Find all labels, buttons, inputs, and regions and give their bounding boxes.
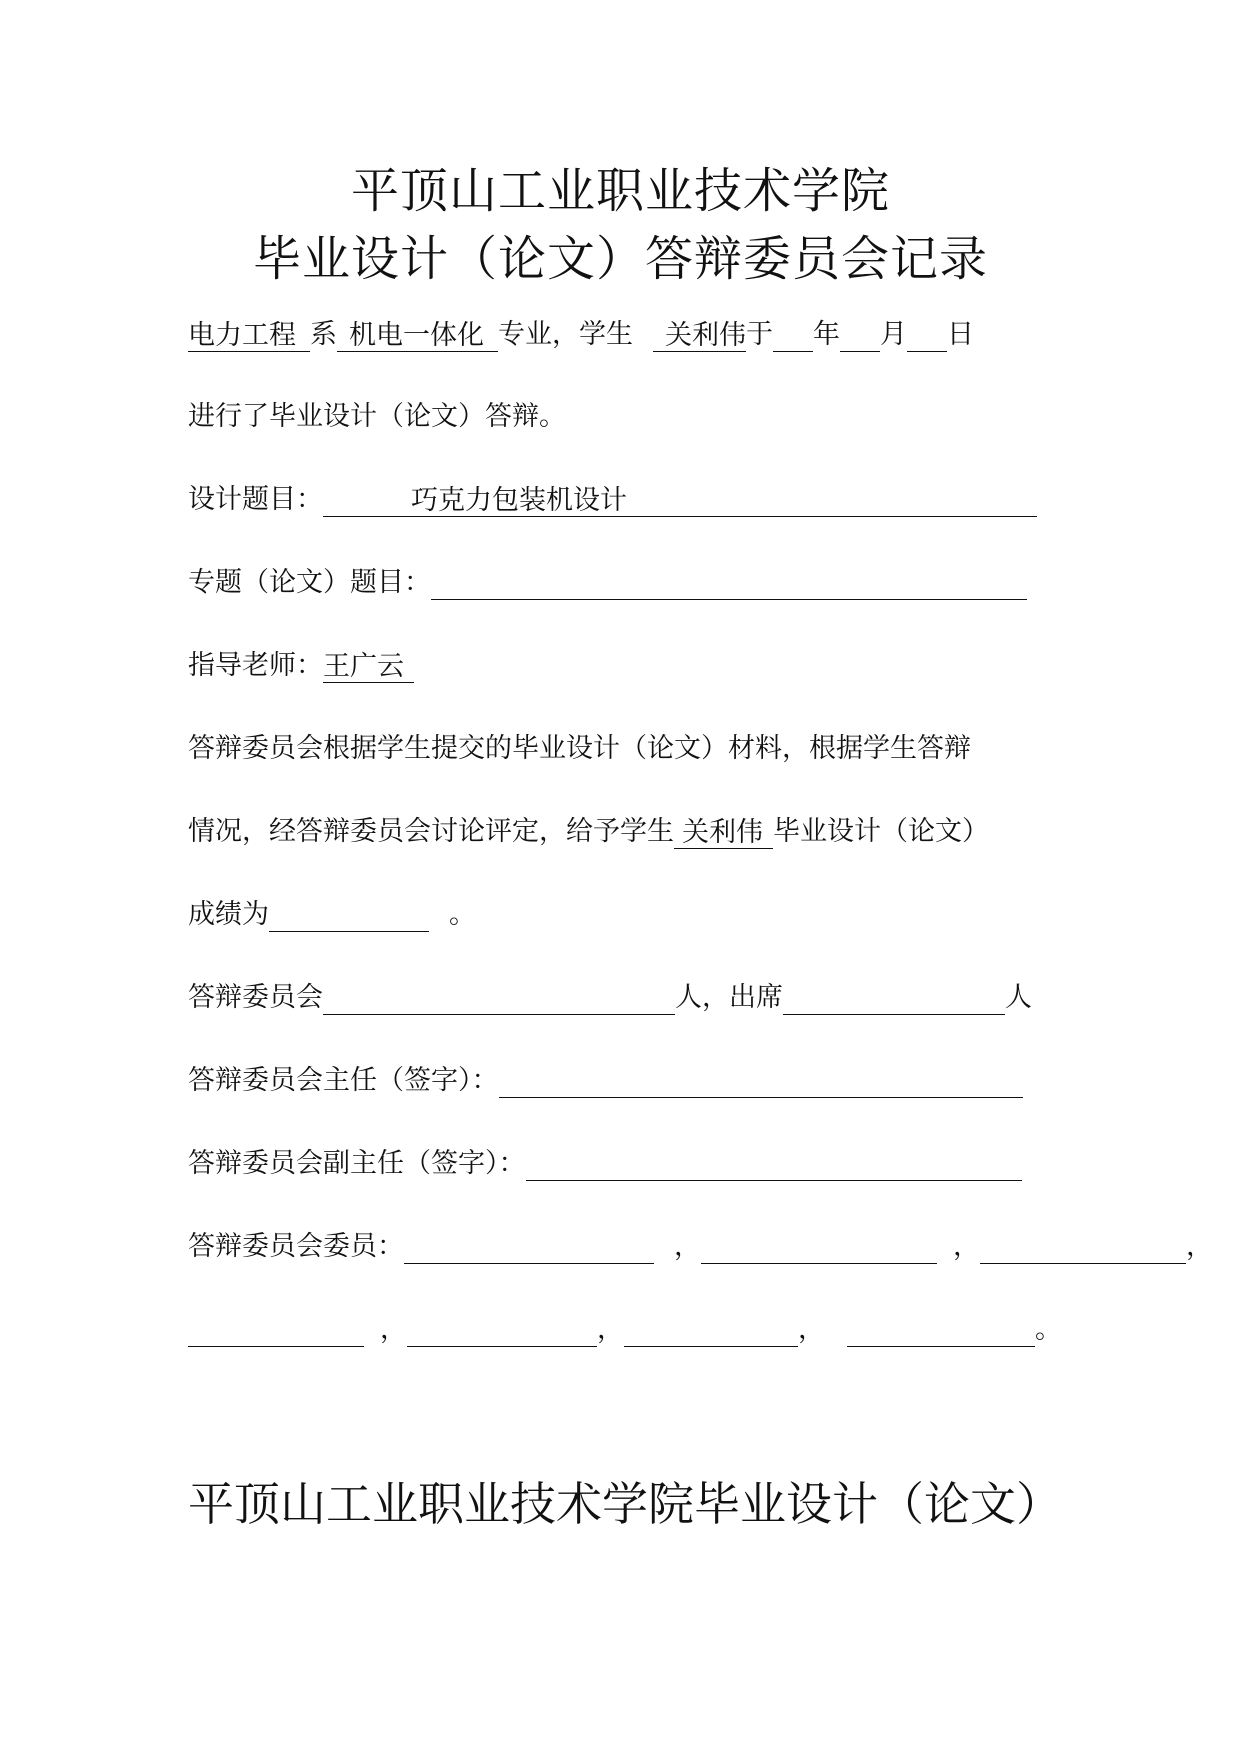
assessment-line2-prefix: 情况，经答辩委员会讨论评定，给予学生 [188,816,674,847]
committee-members-count-field[interactable] [323,984,675,1015]
underline-gap [484,321,498,352]
day-blank[interactable] [907,321,947,352]
comma: ， [798,1314,825,1345]
month-blank[interactable] [840,321,880,352]
chair-signature-field[interactable] [499,1067,1023,1098]
member-signature-field[interactable] [847,1316,1035,1347]
committee-people-text: 人，出席 [675,982,783,1013]
advisor-label: 指导老师： [188,650,323,681]
day-label: 日 [947,319,974,350]
member-signature-field[interactable] [980,1233,1186,1264]
chair-label: 答辩委员会主任（签字）： [188,1065,499,1096]
intro-line-1 [188,318,974,352]
assessment-line-1: 答辩委员会根据学生提交的毕业设计（论文）材料，根据学生答辩 [188,733,971,764]
comma: ， [674,1231,701,1262]
design-topic-label: 设计题目： [188,484,323,515]
dept-suffix: 系 [310,319,337,350]
committee-people-end: 人 [1005,982,1032,1013]
comma: ， [380,1314,407,1345]
special-topic-label: 专题（论文）题目： [188,567,431,598]
underline-gap [296,321,310,352]
department-value: 电力工程 [188,320,296,351]
member-signature-field[interactable] [407,1316,597,1347]
advisor-value: 王广云 [323,652,414,683]
month-label: 月 [880,319,907,350]
design-topic-value: 巧克力包装机设计 [411,485,627,516]
attendance-count-field[interactable] [783,984,1005,1015]
grade-period: 。 [449,899,476,930]
design-topic-field[interactable] [323,486,1037,517]
special-topic-row [188,566,1027,600]
grade-label: 成绩为 [188,899,269,930]
intro-line-2: 进行了毕业设计（论文）答辩。 [188,401,566,432]
comma: ， [597,1314,624,1345]
assessment-line-2 [188,815,989,849]
vice-chair-label: 答辩委员会副主任（签字）： [188,1148,526,1179]
title-line-2: 毕业设计（论文）答辩委员会记录 [252,231,988,287]
assessment-student-name: 关利伟 [682,817,763,848]
year-blank[interactable] [773,321,813,352]
chair-row [188,1064,1023,1098]
member-signature-field[interactable] [404,1233,654,1264]
underline-gap [337,321,349,352]
vice-chair-signature-field[interactable] [526,1150,1022,1181]
assessment-line2-suffix: 毕业设计（论文） [773,816,989,847]
comma: ， [1186,1231,1213,1262]
assessment-line-3 [188,898,476,932]
members-row-2 [188,1313,1062,1347]
major-value: 机电一体化 [349,320,484,351]
advisor-row [188,649,414,683]
footer-title: 平顶山工业职业技术学院毕业设计（论文） [188,1477,1062,1531]
committee-count-row [188,981,1032,1015]
committee-label: 答辩委员会 [188,982,323,1013]
student-name: 关利伟 [665,320,746,351]
member-signature-field[interactable] [188,1316,364,1347]
grade-field[interactable] [269,901,429,932]
underline-gap [653,321,665,352]
member-signature-field[interactable] [701,1233,937,1264]
major-suffix: 专业，学生 [498,319,633,350]
year-label: 年 [813,319,840,350]
member-signature-field[interactable] [624,1316,798,1347]
title-line-1: 平顶山工业职业技术学院 [350,163,890,219]
special-topic-field[interactable] [431,569,1027,600]
members-row-1 [188,1230,1213,1264]
yu-text: 于 [746,319,773,350]
underline-gap [674,818,682,849]
vice-chair-row [188,1147,1022,1181]
period: 。 [1035,1314,1062,1345]
underline-gap [763,818,773,849]
design-topic-row [188,483,1037,517]
comma: ， [953,1231,980,1262]
members-label: 答辩委员会委员： [188,1231,404,1262]
